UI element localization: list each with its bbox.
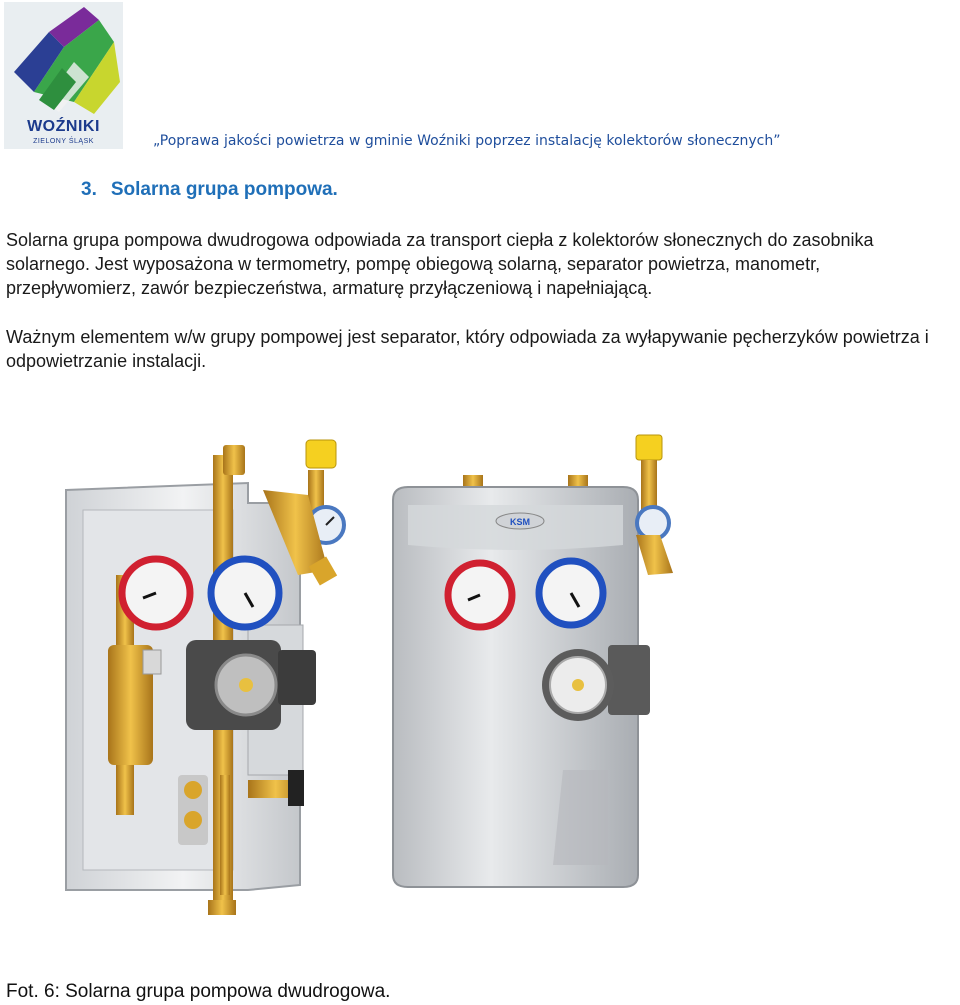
pump-group-illustration [8, 395, 713, 975]
brand-mark: KSM [510, 517, 530, 527]
closed-pump-group [393, 435, 673, 887]
open-pump-group [66, 440, 344, 915]
wozniki-logo [4, 2, 123, 149]
paragraph-2: Ważnym elementem w/w grupy pompowej jest separator, który odpowiada za wyłapywanie pęcherzyków powietrza i odpowietrzanie instalacji. [6, 327, 929, 371]
figure-caption: Fot. 6: Solarna grupa pompowa dwudrogowa. [6, 981, 391, 1002]
section-number: 3. [81, 179, 97, 200]
project-title: „Poprawa jakości powietrza w gminie Woźniki poprzez instalację kolektorów słonecznych” [153, 133, 781, 149]
logo-subtitle: ZIELONY ŚLĄSK [33, 138, 94, 145]
section-title: Solarna grupa pompowa. [110, 179, 338, 200]
paragraph-1: Solarna grupa pompowa dwudrogowa odpowiada za transport ciepła z kolektorów słonecznych do zasobnika solarnego. Jest wyposażona w termometry, pompę obiegową solarną, separator powietrza, manometr, przepływomierz, zawór bezpieczeństwa, armaturę przyłączeniową i napełniającą. [6, 230, 874, 298]
pump-group-photo [8, 395, 713, 975]
section-heading [81, 179, 338, 201]
logo-name: WOŹNIKI [27, 118, 100, 135]
